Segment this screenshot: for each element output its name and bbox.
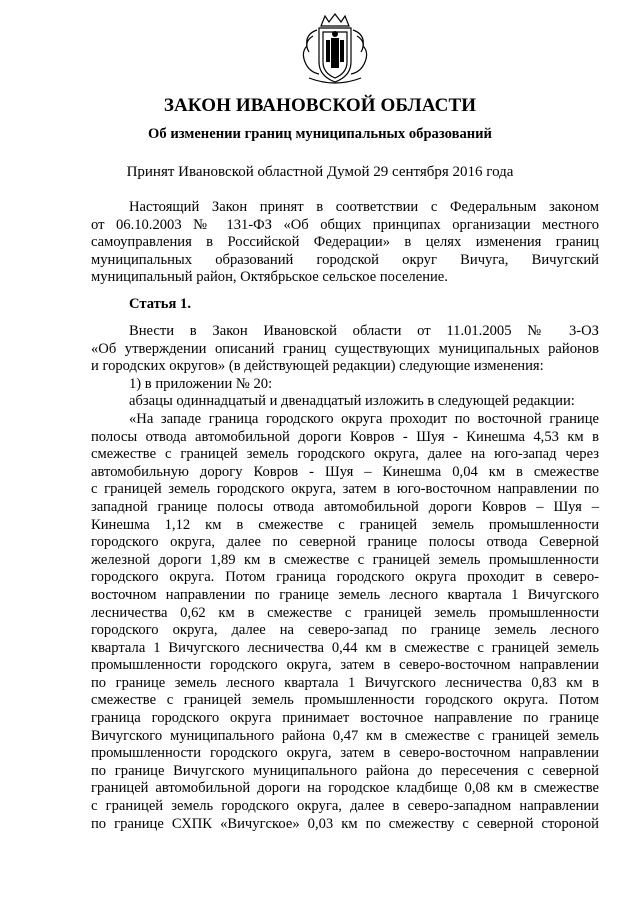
quote-line: границей автомобильной дороги на городское кладбище 0,08 км в смежестве bbox=[91, 780, 599, 797]
quote-line: полосы отвода автомобильной дороги Ковров - Шуя - Кинешма 4,53 км в bbox=[91, 428, 599, 445]
quote-line: городского округа, далее на северо-запад по границе земель лесного bbox=[91, 622, 599, 639]
quote-line: по границе Вичугского муниципального района до пересечения с северной bbox=[91, 762, 599, 779]
quote-line: по границе СХПК «Вичугское» 0,03 км по смежеству с северной стороной bbox=[91, 815, 599, 832]
article-intro-line: Внести в Закон Ивановской области от 11.01.2005 № 3-ОЗ bbox=[129, 323, 599, 339]
quote-line: промышленности городского округа, затем в северо-восточном направлении bbox=[91, 745, 599, 762]
preamble-line: Настоящий Закон принят в соответствии с Федеральным законом bbox=[129, 199, 599, 215]
quote-line: граница городского округа принимает восточное направление по границе bbox=[91, 710, 599, 727]
quote-line: городского округа. Потом граница городского округа проходит в северо- bbox=[91, 569, 599, 586]
quote-line: «На западе граница городского округа проходит по восточной границе bbox=[129, 410, 599, 427]
quote-line: городского округа, далее по северной границе полосы отвода Северной bbox=[91, 534, 599, 551]
page-title: ЗАКОН ИВАНОВСКОЙ ОБЛАСТИ bbox=[163, 95, 477, 116]
quote-line: по границе земель лесного квартала 1 Вичугского лесничества 0,83 км в bbox=[91, 674, 599, 691]
preamble-line: муниципальных образований городской округ Вичуга, Вичугский bbox=[91, 251, 599, 268]
adoption-line: Принят Ивановской областной Думой 29 сентября 2016 года bbox=[126, 164, 514, 180]
preamble-line: муниципальный район, Октябрьское сельское поселение. bbox=[91, 269, 448, 286]
preamble bbox=[91, 199, 599, 287]
quote-line: западной границе полосы отвода автомобильной дороги Ковров – Шуя – bbox=[91, 498, 599, 515]
quote-line: Кинешма 1,12 км в смежестве с границей земель промышленности bbox=[91, 516, 599, 533]
quote-line: восточном направлении по границе земель лесного квартала 1 Вичугского bbox=[91, 586, 599, 603]
article-intro-line: и городских округов» (в действующей редакции) следующие изменения: bbox=[91, 358, 544, 375]
quote-line: Вичугского муниципального района 0,47 км в смежестве с границей земель bbox=[91, 727, 599, 744]
document-subtitle: Об изменении границ муниципальных образований bbox=[148, 126, 492, 142]
preamble-line: самоуправления в Российской Федерации» в целях изменения границ bbox=[91, 234, 599, 251]
quote-line: квартала 1 Вичугского лесничества 0,44 км в смежестве с границей земель bbox=[91, 639, 599, 656]
article-heading: Статья 1. bbox=[129, 296, 191, 312]
amendment-item: 1) в приложении № 20: bbox=[129, 375, 273, 392]
quote-line: смежестве с границей земель городского округа, далее на юго-запад через bbox=[91, 446, 599, 463]
quote-line: промышленности городского округа, затем в северо-восточном направлении bbox=[91, 657, 599, 674]
quote-line: с границей земель городского округа, затем в юго-восточном направлении по bbox=[91, 481, 599, 498]
quote-line: лесничества 0,62 км в смежестве с границей земель промышленности bbox=[91, 604, 599, 621]
quote-line: смежестве с границей земель промышленности городского округа. Потом bbox=[91, 692, 599, 709]
article-body bbox=[91, 323, 599, 833]
quote-line: с границей земель городского округа, далее в северо-западном направлении bbox=[91, 798, 599, 815]
preamble-line: от 06.10.2003 № 131-ФЗ «Об общих принципах организации местного bbox=[91, 216, 599, 233]
article-intro-line: «Об утверждении описаний границ существующих муниципальных районов bbox=[91, 340, 599, 357]
quote-line: железной дороги 1,89 км в смежестве с границей земель промышленности bbox=[91, 551, 599, 568]
quote-line: автомобильную дорогу Ковров - Шуя – Кинешма 0,04 км в смежестве bbox=[91, 463, 599, 480]
coat-of-arms-icon bbox=[295, 12, 375, 88]
paragraph-note: абзацы одиннадцатый и двенадцатый изложить в следующей редакции: bbox=[129, 393, 575, 410]
